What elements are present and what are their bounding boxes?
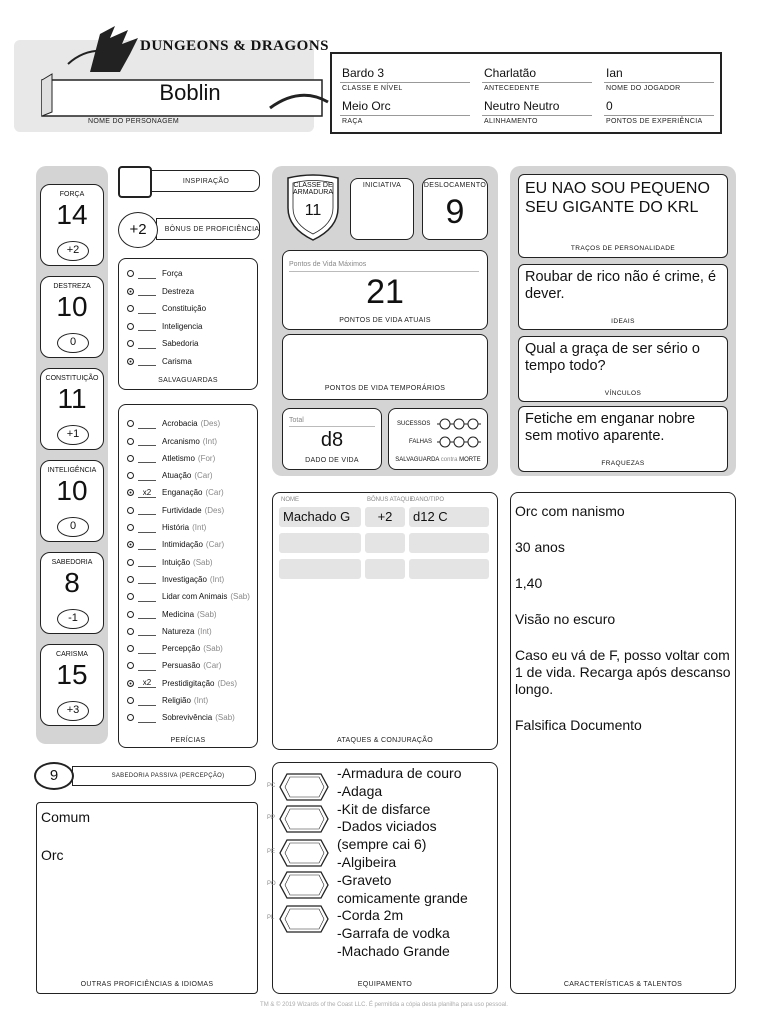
skill-name: Persuasão [162,661,201,671]
ideals-text[interactable]: Roubar de rico não é crime, é dever. [525,269,717,302]
skill-row[interactable] [127,432,217,450]
attribute-wisdom [40,552,104,634]
hit-dice-box [282,408,382,470]
skill-bonus[interactable] [138,453,156,463]
features-box[interactable] [510,492,736,994]
hit-dice-total-label: Total [289,417,304,424]
personality-traits-text[interactable]: EU NAO SOU PEQUENO SEU GIGANTE DO KRL [525,180,710,216]
attribute-score[interactable]: 10 [56,475,88,506]
skill-name: Enganação [162,488,203,498]
skill-name: Percepção [162,644,201,654]
language-line: Orc [41,847,64,863]
coin-copper-icon[interactable] [279,773,329,801]
divider [604,115,714,116]
feature-line: 1,40 [515,575,543,591]
skill-attr: (Int) [202,436,218,446]
skill-row[interactable] [127,571,224,589]
skill-attr: (Sab) [215,713,235,723]
skill-checkbox[interactable] [127,420,134,427]
passive-perception-value[interactable]: 9 [34,762,74,790]
attack-name-cell[interactable] [279,533,361,553]
skill-bonus[interactable] [138,661,156,671]
skill-checkbox[interactable] [127,593,134,600]
equipment-item: -Machado Grande [337,942,450,959]
bonds-label: VÍNCULOS [604,390,642,397]
death-saves-label-b: contra [440,457,458,463]
save-bonus[interactable] [138,321,156,331]
skill-attr: (Int) [209,574,225,584]
skill-bonus[interactable] [138,644,156,654]
background-value[interactable]: Charlatão [484,66,537,80]
skill-name: Arcanismo [162,436,200,446]
attribute-modifier[interactable]: +3 [57,701,89,721]
skill-bonus[interactable]: x2 [138,488,156,498]
equipment-box [267,762,498,994]
attribute-name: CONSTITUIÇÃO [45,375,99,382]
proficiency-label: BÔNUS DE PROFICIÊNCIA [164,226,260,233]
save-checkbox[interactable] [127,358,134,365]
save-row[interactable] [127,265,182,283]
attacks-box [272,492,498,750]
skill-attr: (Int) [197,626,212,636]
skill-name: Atuação [162,471,192,481]
coin-silver-icon[interactable] [279,805,329,833]
skill-name: Atletismo [162,453,195,463]
equipment-label: EQUIPAMENTO [357,981,413,988]
skill-attr: (Des) [204,505,225,515]
save-checkbox[interactable] [127,270,134,277]
skill-name: Sobrevivência [162,713,213,723]
skill-bonus[interactable] [138,436,156,446]
proficiency-bonus[interactable]: +2 [118,212,158,248]
attribute-name: INTELIGÊNCIA [47,467,97,474]
skill-checkbox[interactable] [127,507,134,514]
attribute-modifier[interactable]: 0 [57,517,89,537]
death-success-circles-icon[interactable] [437,417,481,431]
bonds-box[interactable] [518,336,728,402]
skill-bonus[interactable] [138,540,156,550]
attack-damage-cell[interactable] [409,559,489,579]
attribute-strength [40,184,104,266]
skill-checkbox[interactable] [127,628,134,635]
skill-row[interactable] [127,692,208,710]
equipment-item: comicamente grande [337,889,468,906]
save-row[interactable] [127,353,192,371]
flaws-text[interactable]: Fetiche em enganar nobre sem motivo aparente. [525,411,696,444]
features-label: CARACTERÍSTICAS & TALENTOS [563,981,683,988]
skill-row[interactable] [127,657,221,675]
skill-attr: (Sab) [230,592,250,602]
skill-row[interactable] [127,709,235,727]
temp-hit-points-box[interactable] [282,334,488,400]
skill-bonus[interactable]: x2 [138,678,156,688]
equipment-item: -Graveto [337,871,392,888]
save-bonus[interactable] [138,339,156,349]
skill-name: Intuição [162,557,191,567]
skill-checkbox[interactable] [127,611,134,618]
divider [340,115,470,116]
save-name: Carisma [162,356,192,366]
skill-row[interactable] [127,450,215,468]
attribute-modifier[interactable]: +1 [57,425,89,445]
skill-row[interactable] [127,605,217,623]
death-saves-label [389,457,487,463]
skill-attr: (Car) [205,540,225,550]
hp-max-label: Pontos de Vida Máximos [289,261,367,268]
attack-name-cell[interactable]: Machado G [279,507,361,527]
skill-row[interactable] [127,553,213,571]
skill-attr: (Des) [217,678,238,688]
armor-class-label: CLASSE DE ARMADURA [292,182,334,196]
attribute-dexterity [40,276,104,358]
attacks-col-damage: DANO/TIPO [411,497,445,503]
character-name[interactable]: Boblin [159,80,221,105]
skill-checkbox[interactable] [127,559,134,566]
divider [482,115,592,116]
skill-row[interactable] [127,536,224,554]
coin-label: PP [267,815,276,821]
feature-line: Orc com nanismo [515,503,625,519]
passive-perception-strip [72,766,256,786]
coin-label: PL [267,915,275,921]
skill-bonus[interactable] [138,696,156,706]
coin-label: PE [267,849,276,855]
skill-name: Furtividade [162,505,202,515]
skill-attr: (Sab) [193,557,213,567]
attribute-modifier[interactable]: 0 [57,333,89,353]
skill-bonus[interactable] [138,471,156,481]
skill-row[interactable] [127,588,250,606]
skill-row[interactable] [127,484,224,502]
death-saves-label-a: SALVAGUARDA [395,457,440,463]
character-name-label: NOME DO PERSONAGEM [88,118,179,125]
alignment-value[interactable]: Neutro Neutro [484,99,560,113]
equipment-item: -Garrafa de vodka [337,925,450,942]
skills-label: PERÍCIAS [170,737,206,744]
hit-points-box [282,250,488,330]
coin-label: PC [267,783,276,789]
skill-checkbox[interactable] [127,455,134,462]
skill-bonus[interactable] [138,592,156,602]
skill-name: Investigação [162,574,207,584]
background-label: ANTECEDENTE [484,85,540,92]
attack-bonus-cell[interactable] [365,533,405,553]
inspiration-label: INSPIRAÇÃO [182,178,230,185]
saves-label: SALVAGUARDAS [158,377,218,384]
initiative-box [350,178,414,240]
save-row[interactable] [127,318,202,336]
attack-bonus-cell[interactable]: +2 [365,507,405,527]
save-checkbox[interactable] [127,305,134,312]
save-name: Força [162,269,183,279]
attacks-col-name: NOME [281,497,299,503]
attribute-name: FORÇA [59,191,85,198]
equipment-item: -Adaga [337,782,383,799]
skill-row[interactable] [127,519,206,537]
attribute-name: DESTREZA [53,283,91,290]
hp-current-label: PONTOS DE VIDA ATUAIS [339,317,431,324]
class-level-label: CLASSE E NÍVEL [342,85,403,92]
hit-dice-value[interactable]: d8 [320,429,344,451]
save-bonus[interactable] [138,304,156,314]
skill-row[interactable] [127,415,220,433]
skill-attr: (Car) [194,471,213,481]
divider [289,426,375,427]
skill-attr: (Des) [200,419,221,429]
attribute-score[interactable]: 11 [57,383,87,414]
skill-checkbox[interactable] [127,714,134,721]
save-bonus[interactable] [138,286,156,296]
skill-name: Acrobacia [162,419,198,429]
skill-attr: (Sab) [197,609,217,619]
saving-throws-box [118,258,258,390]
save-name: Sabedoria [162,339,199,349]
skill-bonus[interactable] [138,523,156,533]
skill-attr: (For) [197,453,216,463]
logo-text: DUNGEONS & DRAGONS [140,38,330,54]
skill-attr: (Car) [205,488,224,498]
language-line: Comum [41,809,91,825]
save-bonus[interactable] [138,269,156,279]
skill-name: Natureza [162,626,195,636]
attack-bonus-cell[interactable] [365,559,405,579]
attribute-constitution [40,368,104,450]
feature-line: Falsifica Documento [515,717,642,733]
attribute-score[interactable]: 10 [56,291,88,322]
bonds-text[interactable]: Qual a graça de ser sério o tempo todo? [525,341,700,374]
attack-damage-cell[interactable]: d12 C [409,507,489,527]
skill-checkbox[interactable] [127,541,134,548]
attribute-charisma [40,644,104,726]
equipment-item: -Corda 2m [337,907,404,924]
equipment-item: -Algibeira [337,853,397,870]
save-name: Constituição [162,304,207,314]
attribute-modifier[interactable]: +2 [57,241,89,261]
hp-temp-label: PONTOS DE VIDA TEMPORÁRIOS [324,385,446,392]
save-row[interactable] [127,335,198,353]
player-name-value[interactable]: Ian [606,66,623,80]
personality-traits-label: TRAÇOS DE PERSONALIDADE [570,245,676,252]
coin-electrum-icon[interactable] [279,839,329,867]
skill-bonus[interactable] [138,574,156,584]
flaws-box[interactable] [518,406,728,472]
coin-gold-icon[interactable] [279,871,329,899]
skill-bonus[interactable] [138,557,156,567]
save-bonus[interactable] [138,356,156,366]
armor-class-value[interactable]: 11 [304,202,322,219]
skill-bonus[interactable] [138,609,156,619]
attribute-modifier[interactable]: -1 [57,609,89,629]
skill-row[interactable] [127,675,237,693]
attacks-col-bonus: BÔNUS ATAQUE [367,497,414,503]
skill-checkbox[interactable] [127,438,134,445]
save-checkbox[interactable] [127,288,134,295]
ideals-box[interactable] [518,264,728,330]
equipment-item: -Armadura de couro [337,765,462,781]
equipment-item: -Dados viciados [337,818,437,835]
attack-damage-cell[interactable] [409,533,489,553]
player-name-label: NOME DO JOGADOR [606,85,681,92]
skill-name: Religião [162,696,191,706]
race-label: RAÇA [342,118,363,125]
speed-box [422,178,488,240]
character-info-box [330,52,722,134]
proficiencies-languages-label: OUTRAS PROFICIÊNCIAS & IDIOMAS [80,981,214,988]
xp-label: PONTOS DE EXPERIÊNCIA [606,118,703,125]
skill-checkbox[interactable] [127,576,134,583]
skill-checkbox[interactable] [127,662,134,669]
save-checkbox[interactable] [127,340,134,347]
xp-value[interactable]: 0 [606,99,613,113]
equipment-item: (sempre cai 6) [337,836,427,853]
passive-perception-label: SABEDORIA PASSIVA (PERCEPÇÃO) [111,773,225,779]
attacks-label: ATAQUES & CONJURAÇÃO [337,737,433,744]
skill-name: Prestidigitação [162,678,215,688]
divider [482,82,592,83]
hit-dice-label: DADO DE VIDA [305,457,359,464]
skill-row[interactable] [127,623,212,641]
skills-box [118,404,258,748]
attribute-name: CARISMA [56,651,88,658]
skill-bonus[interactable] [138,713,156,723]
equipment-item: -Kit de disfarce [337,800,431,817]
skill-row[interactable] [127,467,213,485]
death-saves-box [388,408,488,470]
skill-checkbox[interactable] [127,645,134,652]
copyright-footer: TM & © 2019 Wizards of the Coast LLC. É permitida a cópia desta planilha para uso pessoal. [260,1002,508,1008]
equipment-list[interactable] [337,765,497,961]
speed-label: DESLOCAMENTO [423,182,487,189]
divider [340,82,470,83]
skill-row[interactable] [127,640,223,658]
class-level-value[interactable]: Bardo 3 [342,66,385,80]
skill-attr: (Int) [192,523,207,533]
skill-name: Intimidação [162,540,203,550]
flaws-label: FRAQUEZAS [601,460,645,467]
skill-name: Medicina [162,609,195,619]
skill-checkbox[interactable] [127,524,134,531]
personality-traits-box[interactable] [518,174,728,258]
skill-row[interactable] [127,502,224,520]
death-saves-label-c: MORTE [459,457,481,463]
race-value[interactable]: Meio Orc [342,99,391,113]
initiative-label: INICIATIVA [362,182,402,189]
skill-bonus[interactable] [138,505,156,515]
hp-current-value[interactable]: 21 [366,273,404,311]
divider [289,271,479,272]
skill-checkbox[interactable] [127,472,134,479]
skill-attr: (Sab) [203,644,223,654]
save-name: Destreza [162,286,195,296]
death-failures-label: FALHAS [409,439,433,445]
skill-checkbox[interactable] [127,680,134,687]
skill-checkbox[interactable] [127,489,134,496]
speed-value[interactable]: 9 [445,193,465,231]
inspiration-strip [150,170,260,192]
ideals-label: IDEAIS [611,318,635,325]
inspiration-box[interactable] [118,166,152,198]
proficiency-strip [156,218,260,240]
proficiencies-languages-box[interactable] [36,802,258,994]
attribute-score[interactable]: 15 [56,659,88,690]
skill-checkbox[interactable] [127,697,134,704]
attribute-intelligence [40,460,104,542]
feature-line: Visão no escuro [515,611,616,627]
alignment-label: ALINHAMENTO [484,118,538,125]
death-successes-label: SUCESSOS [397,421,431,427]
coin-label: PO [267,881,276,887]
save-row[interactable] [127,300,206,318]
attack-name-cell[interactable] [279,559,361,579]
attribute-name: SABEDORIA [51,559,93,566]
attribute-score[interactable]: 14 [56,199,88,230]
feature-line: Caso eu vá de F, posso voltar com 1 de vida. Recarga após descanso longo. [515,647,731,697]
death-failure-circles-icon[interactable] [437,435,481,449]
skill-bonus[interactable] [138,626,156,636]
skill-name: História [162,523,190,533]
coin-platinum-icon[interactable] [279,905,329,933]
skill-attr: (Int) [193,696,209,706]
save-row[interactable] [127,283,194,301]
feature-line: 30 anos [515,539,565,555]
skill-name: Lidar com Animais [162,592,228,602]
attribute-score[interactable]: 8 [64,567,80,598]
skill-bonus[interactable] [138,419,156,429]
divider [604,82,714,83]
skill-attr: (Car) [203,661,222,671]
save-checkbox[interactable] [127,323,134,330]
save-name: Inteligencia [162,321,203,331]
